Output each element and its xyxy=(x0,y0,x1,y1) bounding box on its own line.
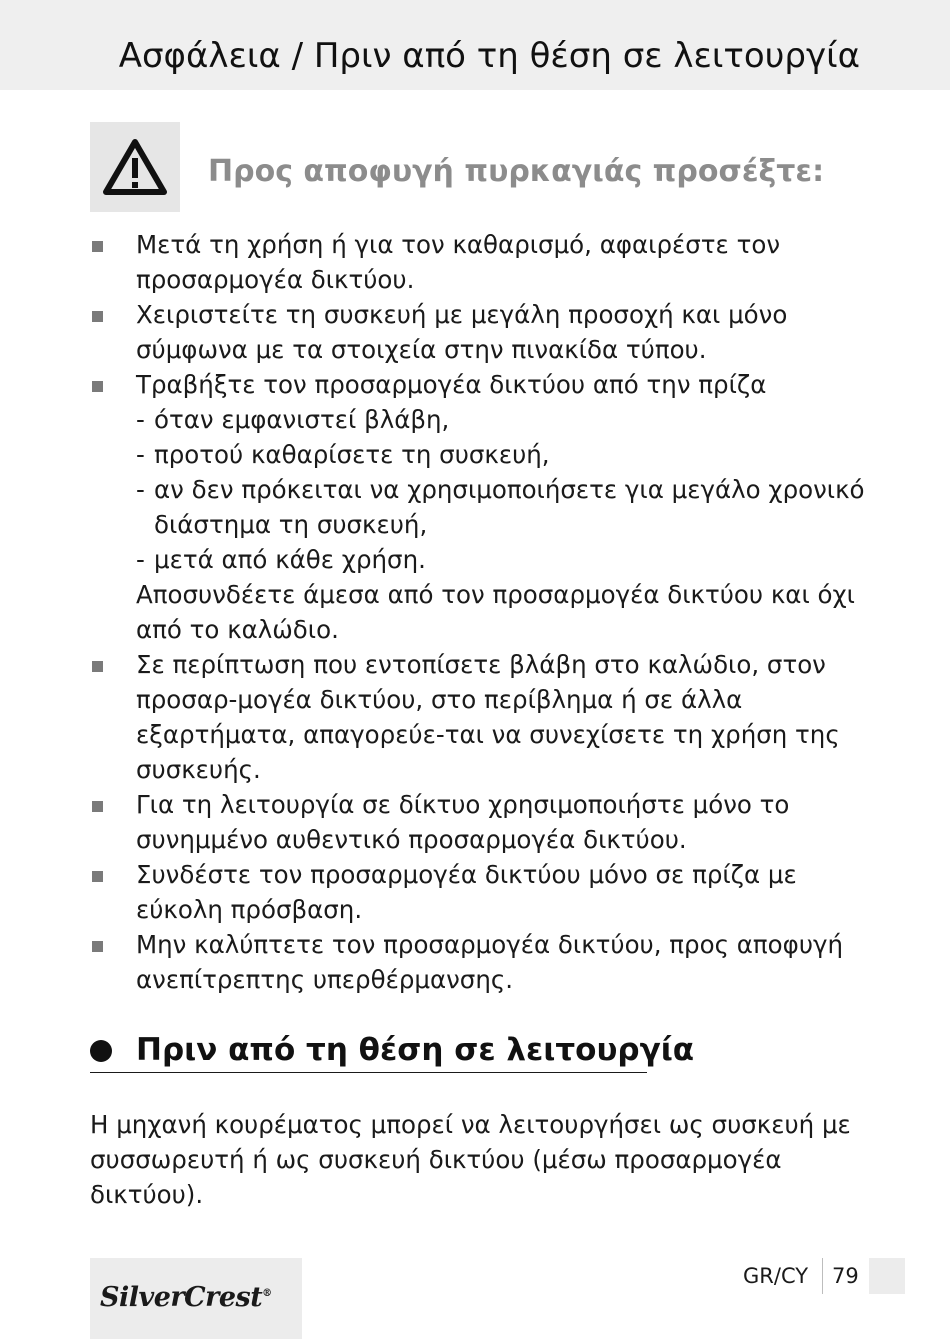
sub-item xyxy=(136,402,870,437)
brand-logo-text xyxy=(100,1282,272,1313)
bullet-text: Μετά τη χρήση ή για τον καθαρισμό, αφαιρέστε τον προσαρμογέα δικτύου. xyxy=(136,230,780,294)
warning-box xyxy=(90,122,180,212)
dash-marker: - xyxy=(136,440,145,469)
warning-heading: Προς αποφυγή πυρκαγιάς προσέξτε: xyxy=(208,154,825,189)
bullet-square-icon xyxy=(92,871,103,882)
bullet-square-icon xyxy=(92,661,103,672)
sub-item-text: μετά από κάθε χρήση. xyxy=(154,545,426,574)
dash-marker: - xyxy=(136,475,145,504)
header-band xyxy=(0,0,950,90)
bullet-text: Χειριστείτε τη συσκευή με μεγάλη προσοχή και μόνο σύμφωνα με τα στοιχεία στην πινακίδα τύπου. xyxy=(136,300,788,364)
brand-logo xyxy=(90,1258,302,1339)
footer-language-code: GR/CY xyxy=(743,1264,809,1288)
bullet-square-icon xyxy=(92,801,103,812)
bullet-item xyxy=(90,927,870,997)
bullet-item xyxy=(90,857,870,927)
bullet-square-icon xyxy=(92,941,103,952)
bullet-item xyxy=(90,787,870,857)
page-title: Ασφάλεια / Πριν από τη θέση σε λειτουργία xyxy=(118,36,860,76)
section-intro-text: Η μηχανή κουρέματος μπορεί να λειτουργήσει ως συσκευή με συσσωρευτή ή ως συσκευή δικτύου (μέσω προσαρμογέα δικτύου). xyxy=(90,1110,851,1209)
bullet-note: Αποσυνδέετε άμεσα από τον προσαρμογέα δικτύου και όχι από το καλώδιο. xyxy=(136,580,855,644)
bullet-item xyxy=(90,647,870,787)
section-bullet-icon xyxy=(90,1040,112,1062)
sub-item-text: προτού καθαρίσετε τη συσκευή, xyxy=(154,440,550,469)
bullet-text: Για τη λειτουργία σε δίκτυο χρησιμοποιήστε μόνο το συνημμένο αυθεντικό προσαρμογέα δικτύου. xyxy=(136,790,790,854)
section-title: Πριν από τη θέση σε λειτουργία xyxy=(136,1032,695,1068)
registered-mark: ® xyxy=(262,1288,272,1299)
dash-marker: - xyxy=(136,405,145,434)
page-number: 79 xyxy=(832,1264,859,1288)
sub-item-text: αν δεν πρόκειται να χρησιμοποιήσετε για μεγάλο χρονικό διάστημα τη συσκευή, xyxy=(154,475,865,539)
section-heading xyxy=(90,1030,695,1073)
bullet-square-icon xyxy=(92,381,103,392)
bullet-text: Συνδέστε τον προσαρμογέα δικτύου μόνο σε πρίζα με εύκολη πρόσβαση. xyxy=(136,860,797,924)
sub-item-text: όταν εμφανιστεί βλάβη, xyxy=(154,405,450,434)
bullet-square-icon xyxy=(92,311,103,322)
bullet-item xyxy=(90,367,870,647)
sub-item xyxy=(136,542,870,577)
bullet-text: Μην καλύπτετε τον προσαρμογέα δικτύου, προς αποφυγή ανεπίτρεπτης υπερθέρμανσης. xyxy=(136,930,844,994)
sub-item xyxy=(136,472,870,542)
footer-tab-marker xyxy=(869,1258,905,1294)
brand-name: SilverCrest xyxy=(100,1282,263,1313)
sub-item xyxy=(136,437,870,472)
unplug-conditions-list xyxy=(136,402,870,577)
bullet-item xyxy=(90,227,870,297)
footer-divider xyxy=(822,1258,823,1294)
warning-triangle-icon xyxy=(102,138,168,196)
bullet-text: Σε περίπτωση που εντοπίσετε βλάβη στο καλώδιο, στον προσαρ-μογέα δικτύου, στο περίβλημα ή σε άλλα εξαρτήματα, απαγορεύε-ται να συνεχίσετε τη χρήση της συσκευής. xyxy=(136,650,840,784)
bullet-item xyxy=(90,297,870,367)
safety-bullet-list xyxy=(90,227,870,997)
bullet-text: Τραβήξτε τον προσαρμογέα δικτύου από την πρίζα xyxy=(136,370,767,399)
bullet-square-icon xyxy=(92,241,103,252)
dash-marker: - xyxy=(136,545,145,574)
